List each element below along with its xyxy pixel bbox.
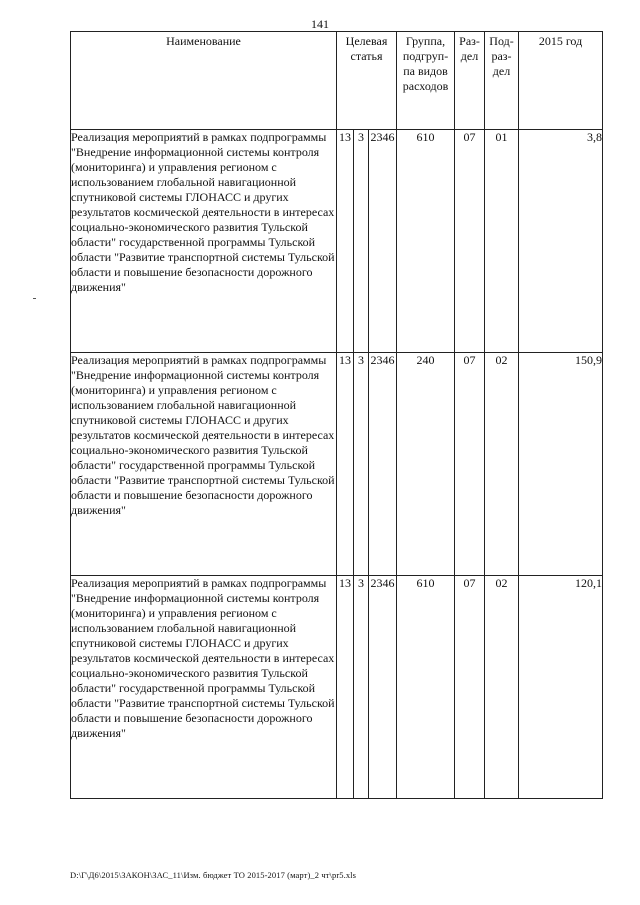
row-name: Реализация мероприятий в рамках подпрограммы "Внедрение информационной системы контроля (мониторинга) и управления регионом с использованием глобальной навигационной спутниковой системы ГЛОНАСС и других результатов космической деятельности в интересах социально-экономического развития Тульской области" государственной программы Тульской области "Развитие транспортной системы Тульской области и повышение безопасности дорожного движения" <box>71 353 337 576</box>
table-row <box>71 576 603 799</box>
header-target-article: Целевая статья <box>337 32 397 130</box>
row-group: 610 <box>397 576 455 799</box>
row-subsection: 01 <box>485 130 519 353</box>
file-path-footer: D:\Г\Д6\2015\ЗАКОН\ЗАС_11\Изм. бюджет ТО 2015-2017 (март)_2 чт\pr5.xls <box>70 870 357 880</box>
row-target-article-part3: 2346 <box>369 130 397 353</box>
header-name: Наименование <box>71 32 337 130</box>
row-target-article-part2: 3 <box>354 576 369 799</box>
row-subsection: 02 <box>485 576 519 799</box>
row-subsection: 02 <box>485 353 519 576</box>
header-group: Группа, подгруп-па видов расходов <box>397 32 455 130</box>
table-row <box>71 130 603 353</box>
header-section: Раз-дел <box>455 32 485 130</box>
row-target-article-part3: 2346 <box>369 576 397 799</box>
row-target-article-part1: 13 <box>337 130 354 353</box>
row-name: Реализация мероприятий в рамках подпрограммы "Внедрение информационной системы контроля (мониторинга) и управления регионом с использованием глобальной навигационной спутниковой системы ГЛОНАСС и других результатов космической деятельности в интересах социально-экономического развития Тульской области" государственной программы Тульской области "Развитие транспортной системы Тульской области и повышение безопасности дорожного движения" <box>71 130 337 353</box>
row-amount: 150,9 <box>519 353 603 576</box>
row-name: Реализация мероприятий в рамках подпрограммы "Внедрение информационной системы контроля (мониторинга) и управления регионом с использованием глобальной навигационной спутниковой системы ГЛОНАСС и других результатов космической деятельности в интересах социально-экономического развития Тульской области" государственной программы Тульской области "Развитие транспортной системы Тульской области и повышение безопасности дорожного движения" <box>71 576 337 799</box>
row-target-article-part2: 3 <box>354 130 369 353</box>
row-section: 07 <box>455 353 485 576</box>
row-amount: 120,1 <box>519 576 603 799</box>
table-header-row <box>71 32 603 130</box>
row-target-article-part1: 13 <box>337 353 354 576</box>
header-year: 2015 год <box>519 32 603 130</box>
row-group: 610 <box>397 130 455 353</box>
row-amount: 3,8 <box>519 130 603 353</box>
header-subsection: Под-раз-дел <box>485 32 519 130</box>
row-target-article-part1: 13 <box>337 576 354 799</box>
row-section: 07 <box>455 576 485 799</box>
row-group: 240 <box>397 353 455 576</box>
budget-table <box>70 31 603 799</box>
page-number: 141 <box>311 17 329 31</box>
row-section: 07 <box>455 130 485 353</box>
row-target-article-part2: 3 <box>354 353 369 576</box>
table-row <box>71 353 603 576</box>
margin-mark <box>33 298 36 299</box>
row-target-article-part3: 2346 <box>369 353 397 576</box>
